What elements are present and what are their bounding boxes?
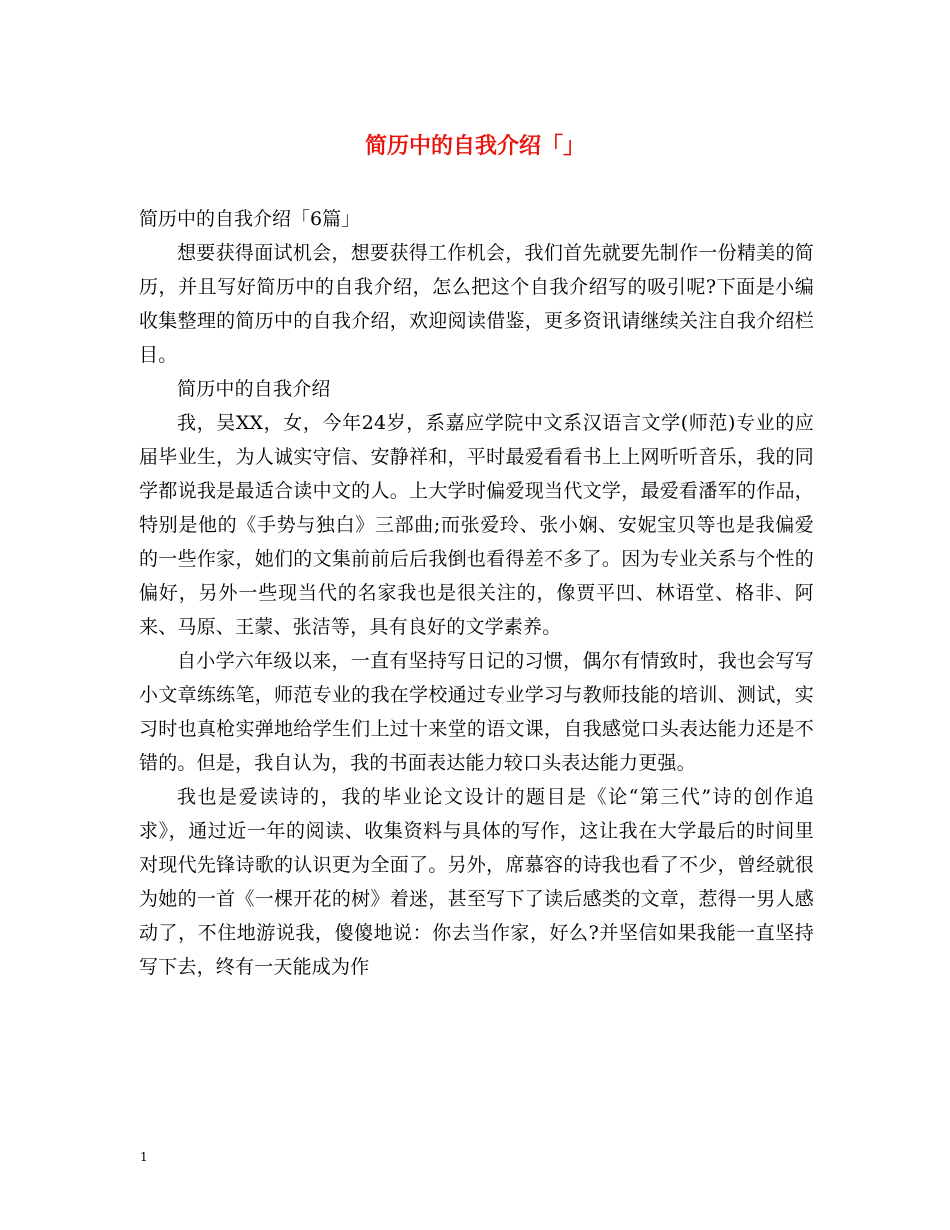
paragraph-intro: 想要获得面试机会，想要获得工作机会，我们首先就要先制作一份精美的简历，并且写好简历中的自我介绍，怎么把这个自我介绍写的吸引呢?下面是小编收集整理的简历中的自我介绍，欢迎阅读借鉴，更多资讯请继续关注自我介绍栏目。 xyxy=(139,242,814,366)
page-number: 1 xyxy=(140,1150,148,1164)
section-heading: 简历中的自我介绍 xyxy=(177,378,331,400)
paragraph-writing-habit: 自小学六年级以来，一直有坚持写日记的习惯，偶尔有情致时，我也会写写小文章练练笔，师范专业的我在学校通过专业学习与教师技能的培训、测试，实习时也真枪实弹地给学生们上过十来堂的语文课，自我感觉口头表达能力还是不错的。但是，我自认为，我的书面表达能力较口头表达能力更强。 xyxy=(139,650,814,774)
paragraph-background: 我，吴XX，女，今年24岁，系嘉应学院中文系汉语言文学(师范)专业的应届毕业生，为人诚实守信、安静祥和，平时最爱看看书上上网听听音乐，我的同学都说我是最适合读中文的人。上大学时偏爱现当代文学，最爱看潘军的作品，特别是他的《手势与独白》三部曲;而张爱玲、张小娴、安妮宝贝等也是我偏爱的一些作家，她们的文集前前后后我倒也看得差不多了。因为专业关系与个性的偏好，另外一些现当代的名家我也是很关注的，像贾平凹、林语堂、格非、阿来、马原、王蒙、张洁等，具有良好的文学素养。 xyxy=(139,412,814,638)
document-title: 简历中的自我介绍「」 xyxy=(364,133,585,159)
document-subtitle: 简历中的自我介绍「6篇」 xyxy=(139,208,361,230)
paragraph-poetry: 我也是爱读诗的，我的毕业论文设计的题目是《论“第三代”诗的创作追求》，通过近一年的阅读、收集资料与具体的写作，这让我在大学最后的时间里对现代先锋诗歌的认识更为全面了。另外，席慕容的诗我也看了不少，曾经就很为她的一首《一棵开花的树》着迷，甚至写下了读后感类的文章，惹得一男人感动了，不住地游说我，傻傻地说：你去当作家，好么?并坚信如果我能一直坚持写下去，终有一天能成为作 xyxy=(139,786,814,978)
document-body xyxy=(139,202,814,984)
